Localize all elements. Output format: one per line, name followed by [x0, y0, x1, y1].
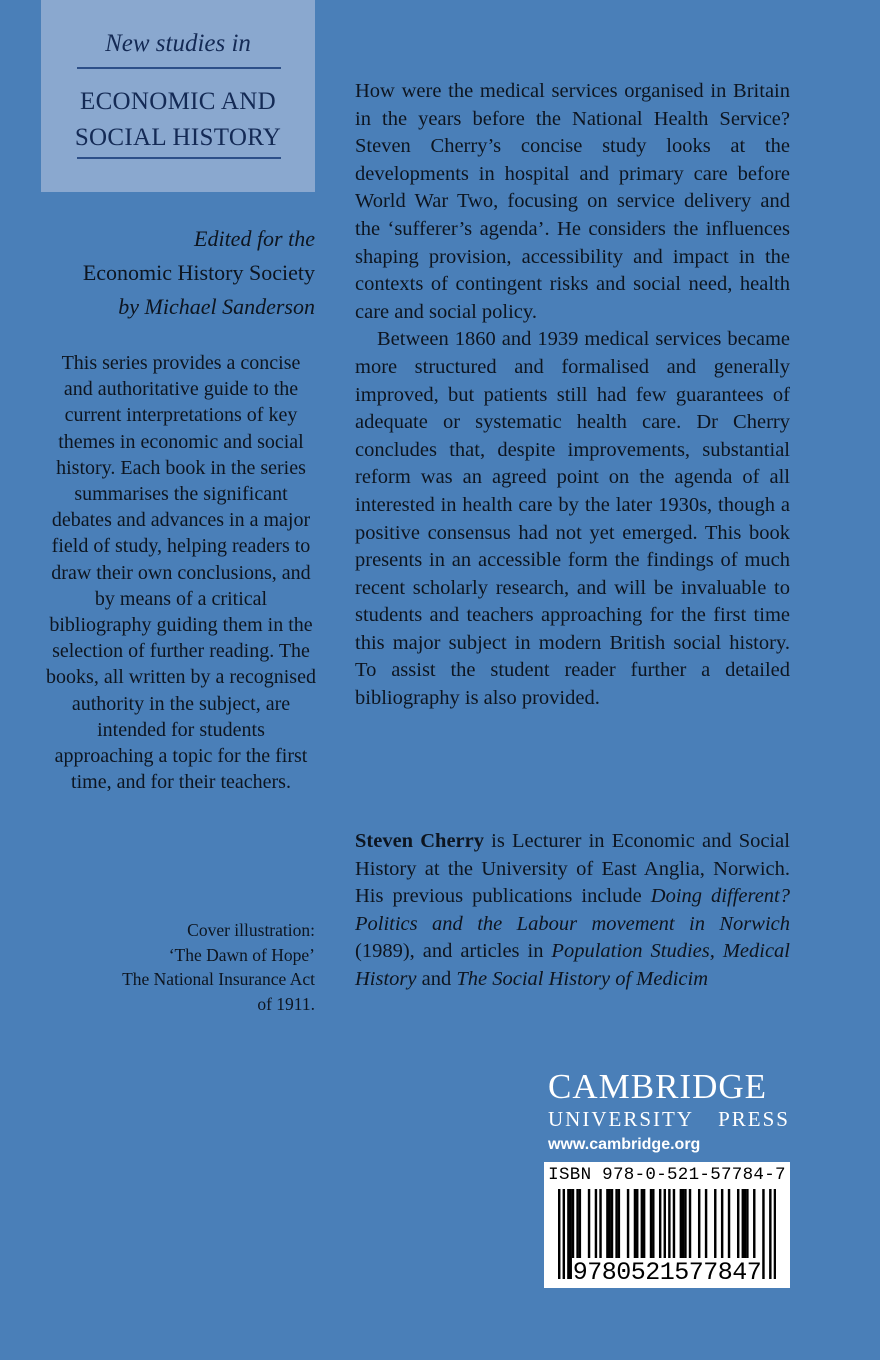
editor-credit — [83, 222, 315, 324]
editor-line2: Economic History Society — [82, 260, 315, 285]
series-rule-bottom — [77, 157, 281, 159]
publisher-url[interactable]: www.cambridge.org — [548, 1136, 701, 1153]
bio-text-1: is Lecturer in Economic and Social History at the University of East Anglia, Norwich. His previous publications include — [355, 830, 790, 908]
author-name: Steven Cherry — [355, 830, 484, 852]
author-bio — [355, 828, 790, 994]
publisher-logo — [548, 1068, 790, 1154]
series-title-line2: SOCIAL HISTORY — [74, 124, 282, 151]
series-rule-top — [77, 67, 281, 69]
isbn-label: ISBN 978-0-521-57784-7 — [548, 1165, 786, 1185]
editor-line1: Edited for the — [194, 226, 315, 251]
ean-number-wrap — [544, 1258, 790, 1287]
ean-number: 9780521577847 — [572, 1258, 762, 1287]
cover-illustration-line2: ‘The Dawn of Hope’ — [168, 944, 315, 965]
cover-illustration-line3: The National Insurance Act — [122, 969, 315, 989]
publisher-press: UNIVERSITY PRESS — [548, 1107, 790, 1131]
bio-journals-2: The Social History of Medicim — [456, 967, 709, 990]
publisher-name: CAMBRIDGE — [548, 1067, 768, 1106]
cover-illustration-line1: Cover illustration: — [187, 920, 315, 940]
series-box — [41, 0, 315, 192]
cover-illustration-credit — [122, 918, 315, 1016]
series-description: This series provides a concise and authoritative guide to the current interpretations of key themes in economic and social history. Each book in the series summarises the significant debates and advances in a major field of study, helping readers to draw their own conclusions, and by means of a critical bibliography guiding them in the selection of further reading. The books, all written by a recognised authority in the subject, are intended for students approaching a topic for the first time, and for their teachers. — [46, 352, 316, 794]
bio-book-1: Doing different? Politics and the Labour movement in Norwich — [355, 885, 790, 935]
isbn-barcode — [544, 1162, 790, 1288]
editor-line3: by Michael Sanderson — [118, 294, 315, 319]
series-title-line1: ECONOMIC AND — [80, 88, 276, 115]
blurb — [355, 78, 790, 713]
bio-text-2: (1989), and articles in — [355, 940, 552, 963]
series-title — [41, 84, 315, 156]
bio-journals-1: Population Studies, Medical History — [355, 940, 790, 990]
bio-text-3: and — [416, 967, 457, 990]
blurb-paragraph-1: How were the medical services organised in Britain in the years before the National Health Service? Steven Cherry’s concise study looks at the developments in hospital and primary care before World War Two, focusing on service delivery and the ‘sufferer’s agenda’. He considers the influences shaping provision, accessibility and impact in the contexts of contingent risks and social need, health care and social policy. — [355, 80, 790, 323]
series-prefix: New studies in — [105, 30, 251, 57]
cover-illustration-line4: of 1911. — [257, 993, 315, 1014]
blurb-paragraph-2: Between 1860 and 1939 medical services became more structured and formalised and generally improved, but patients still had few guarantees of adequate or systematic health care. Dr Cherry concludes that, despite improvements, substantial reform was an agreed point on the agenda of all interested in health care by the later 1930s, though a positive consensus had not yet emerged. This book presents in an accessible form the findings of much recent scholarly research, and will be invaluable to students and teachers approaching for the first time this major subject in modern British social history. To assist the student reader further a detailed bibliography is also provided. — [355, 328, 790, 710]
